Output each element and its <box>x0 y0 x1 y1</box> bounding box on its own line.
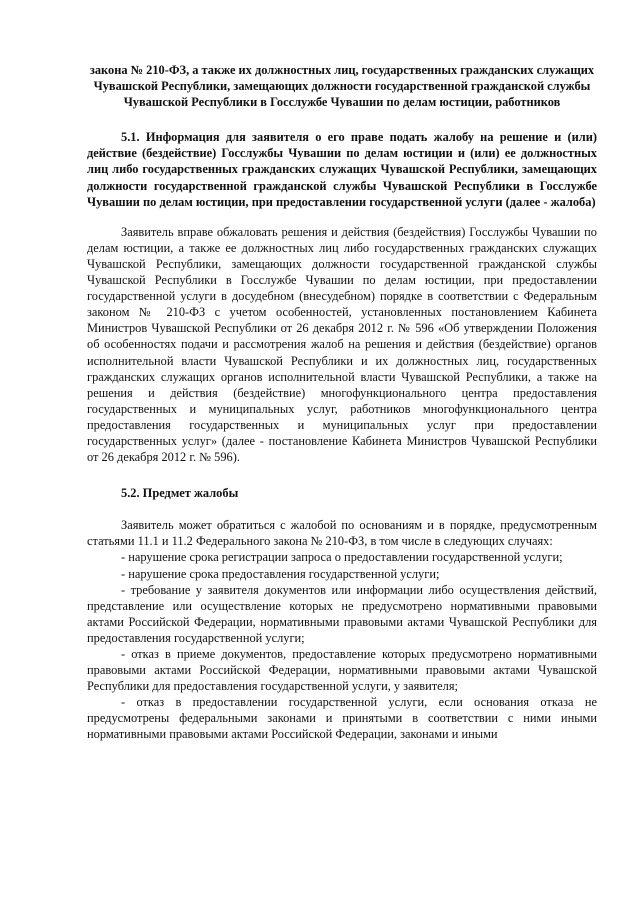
spacer <box>87 501 597 517</box>
list-item: - отказ в предоставлении государственной услуги, если основания отказа не предусмотрены федеральными законами и принятыми в соответствии с ними иными нормативными правовыми актами Российской Федерации, законами и иными <box>87 695 597 742</box>
spacer <box>87 110 597 129</box>
section-5-2-intro: Заявитель может обратиться с жалобой по основаниям и в порядке, предусмотренным статьями 11.1 и 11.2 Федерального закона № 210-ФЗ, в том числе в следующих случаях: <box>87 518 597 549</box>
document-content <box>87 62 597 743</box>
list-item: - нарушение срока регистрации запроса о предоставлении государственной услуги; <box>121 550 563 565</box>
spacer <box>87 465 597 485</box>
top-title: закона № 210-ФЗ, а также их должностных лиц, государственных гражданских служащих Чувашской Республики, замещающих должности государственной гражданской службы Чувашской Республики в Госслужбе Чувашии по делам юстиции, работников <box>89 63 595 110</box>
section-5-1-paragraph: Заявитель вправе обжаловать решения и действия (бездействия) Госслужбы Чувашии по делам юстиции, а также ее должностных лиц либо государственных гражданских служащих Чувашской Республики, замещающих должности государственной гражданской службы Чувашской Республики в Госслужбе Чувашии по делам юстиции, при предоставлении государственной услуги в досудебном (внесудебном) порядке в соответствии с Федеральным законом № 210-ФЗ с учетом особенностей, установленных постановлением Кабинета Министров Чувашской Республики от 26 декабря 2012 г. № 596 «Об утверждении Положения об особенностях подачи и рассмотрения жалоб на решения и действия (бездействие) органов исполнительной власти Чувашской Республики и их должностных лиц, государственных гражданских служащих органов исполнительной власти Чувашской Республики, а также на решения и действия (бездействие) многофункционального центра предоставления государственных и муниципальных услуг, работников многофункционального центра предоставления государственных и муниципальных услуг при предоставлении государственных услуг» (далее - постановление Кабинета Министров Чувашской Республики от 26 декабря 2012 г. № 596). <box>87 224 597 465</box>
list-item: - отказ в приеме документов, предоставление которых предусмотрено нормативными правовыми актами Российской Федерации, нормативными правовыми актами Чувашской Республики для предоставления государственной услуги, у заявителя; <box>87 647 597 694</box>
section-5-2-heading: 5.2. Предмет жалобы <box>121 486 239 501</box>
list-item: - нарушение срока предоставления государственной услуги; <box>121 566 440 581</box>
complaint-cases-list <box>87 549 597 742</box>
list-item: - требование у заявителя документов или информации либо осуществления действий, представление или осуществление которых не предусмотрено нормативными правовыми актами Российской Федерации, нормативными правовыми актами Чувашской Республики для предоставления государственной услуги; <box>87 582 597 645</box>
section-5-1-heading: 5.1. Информация для заявителя о его праве подать жалобу на решение и (или) действие (бездействие) Госслужбы Чувашии по делам юстиции и (или) ее должностных лиц либо государственных гражданских служащих Чувашской Республики, замещающих должности государственной гражданской службы Чувашской Республики в Госслужбе Чувашии по делам юстиции, при предоставлении государственной услуги (далее - жалоба) <box>87 130 597 209</box>
spacer <box>87 210 597 224</box>
